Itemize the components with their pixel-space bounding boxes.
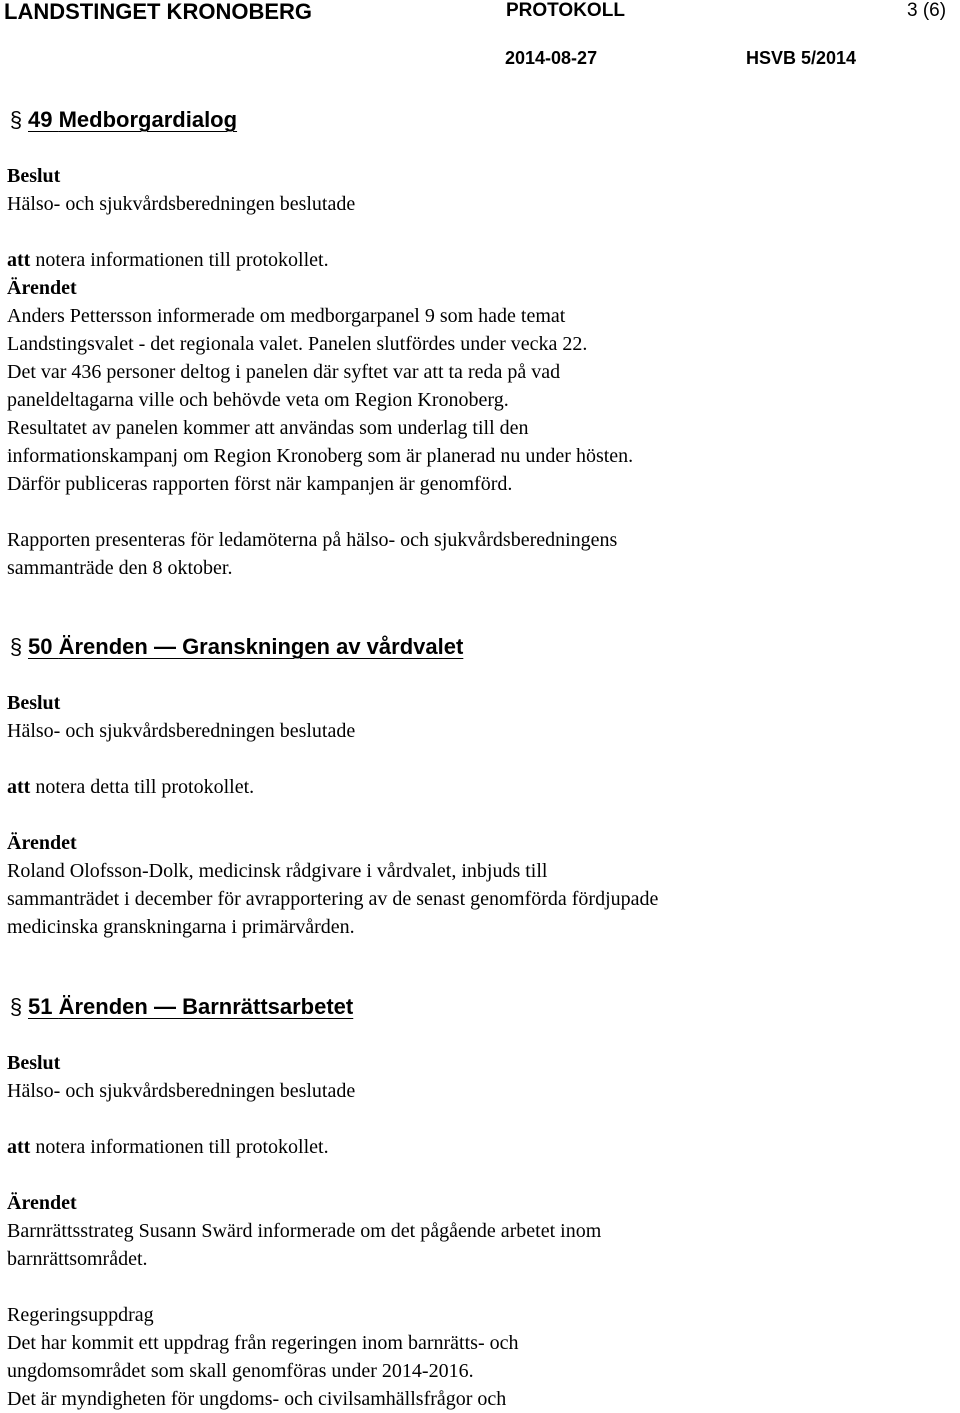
regeringsuppdrag-line: ungdomsområdet som skall genomföras under 2014-2016.	[7, 1360, 474, 1382]
arendet-line: Därför publiceras rapporten först när kampanjen är genomförd.	[7, 473, 513, 495]
section-heading-51	[6, 989, 353, 1025]
arendet-line: informationskampanj om Region Kronoberg som är planerad nu under hösten.	[7, 445, 634, 467]
section-title: Ärenden — Granskningen av vårdvalet	[58, 634, 464, 659]
arendet-label: Ärendet	[7, 832, 77, 854]
arendet-line: Barnrättsstrateg Susann Swärd informerade om det pågående arbetet inom	[7, 1220, 602, 1242]
arendet-line: sammanträdet i december för avrapportering av de senast genomförda fördjupade	[7, 888, 659, 910]
beslut-decision	[7, 773, 947, 801]
extra-line: Rapporten presenteras för ledamöterna på hälso- och sjukvårdsberedningens	[7, 529, 618, 551]
section-number: 49	[28, 107, 53, 132]
beslut-label: Beslut	[7, 692, 61, 714]
section-body-49	[7, 162, 947, 582]
arendet-line: Anders Pettersson informerade om medborgarpanel 9 som hade temat	[7, 305, 566, 327]
paragraph-symbol: §	[9, 994, 23, 1019]
arendet-label: Ärendet	[7, 1192, 77, 1214]
arendet-line: Roland Olofsson-Dolk, medicinsk rådgivare i vårdvalet, inbjuds till	[7, 860, 548, 882]
regeringsuppdrag-line: Det har kommit ett uppdrag från regeringen inom barnrätts- och	[7, 1332, 519, 1354]
meeting-date: 2014-08-27	[505, 48, 598, 68]
section-number: 50	[28, 634, 53, 659]
att-keyword: att	[7, 776, 31, 798]
att-keyword: att	[7, 1136, 31, 1158]
section-heading-49	[6, 102, 237, 138]
decision-text: notera informationen till protokollet.	[30, 1136, 329, 1158]
arendet-line: barnrättsområdet.	[7, 1248, 148, 1270]
page-number: 3 (6)	[907, 0, 947, 21]
regeringsuppdrag-line: Det är myndigheten för ungdoms- och civilsamhällsfrågor och	[7, 1388, 507, 1410]
organization-name: LANDSTINGET KRONOBERG	[4, 0, 312, 24]
arendet-line: Landstingsvalet - det regionala valet. Panelen slutfördes under vecka 22.	[7, 333, 588, 355]
section-title: Medborgardialog	[58, 107, 238, 132]
extra-line: sammanträde den 8 oktober.	[7, 557, 233, 579]
decision-text: notera detta till protokollet.	[30, 776, 255, 798]
beslut-label: Beslut	[7, 165, 61, 187]
beslut-text: Hälso- och sjukvårdsberedningen beslutade	[7, 720, 356, 742]
section-title: Ärenden — Barnrättsarbetet	[58, 994, 354, 1019]
regeringsuppdrag-label: Regeringsuppdrag	[7, 1304, 154, 1326]
decision-text: notera informationen till protokollet.	[30, 249, 329, 271]
arendet-line: Resultatet av panelen kommer att användas som underlag till den	[7, 417, 529, 439]
section-body-51	[7, 1049, 947, 1413]
beslut-decision	[7, 1133, 947, 1161]
section-heading-50	[6, 629, 463, 665]
beslut-text: Hälso- och sjukvårdsberedningen beslutade	[7, 1080, 356, 1102]
beslut-label: Beslut	[7, 1052, 61, 1074]
arendet-line: paneldeltagarna ville och behövde veta om Region Kronoberg.	[7, 389, 509, 411]
att-keyword: att	[7, 249, 31, 271]
section-body-50	[7, 689, 947, 941]
document-reference: HSVB 5/2014	[746, 48, 857, 68]
document-type: PROTOKOLL	[506, 0, 625, 21]
beslut-decision	[7, 246, 947, 274]
arendet-line: medicinska granskningarna i primärvården.	[7, 916, 355, 938]
section-number: 51	[28, 994, 53, 1019]
beslut-text: Hälso- och sjukvårdsberedningen beslutade	[7, 193, 356, 215]
paragraph-symbol: §	[9, 634, 23, 659]
arendet-line: Det var 436 personer deltog i panelen där syftet var att ta reda på vad	[7, 361, 561, 383]
arendet-label: Ärendet	[7, 277, 77, 299]
paragraph-symbol: §	[9, 107, 23, 132]
